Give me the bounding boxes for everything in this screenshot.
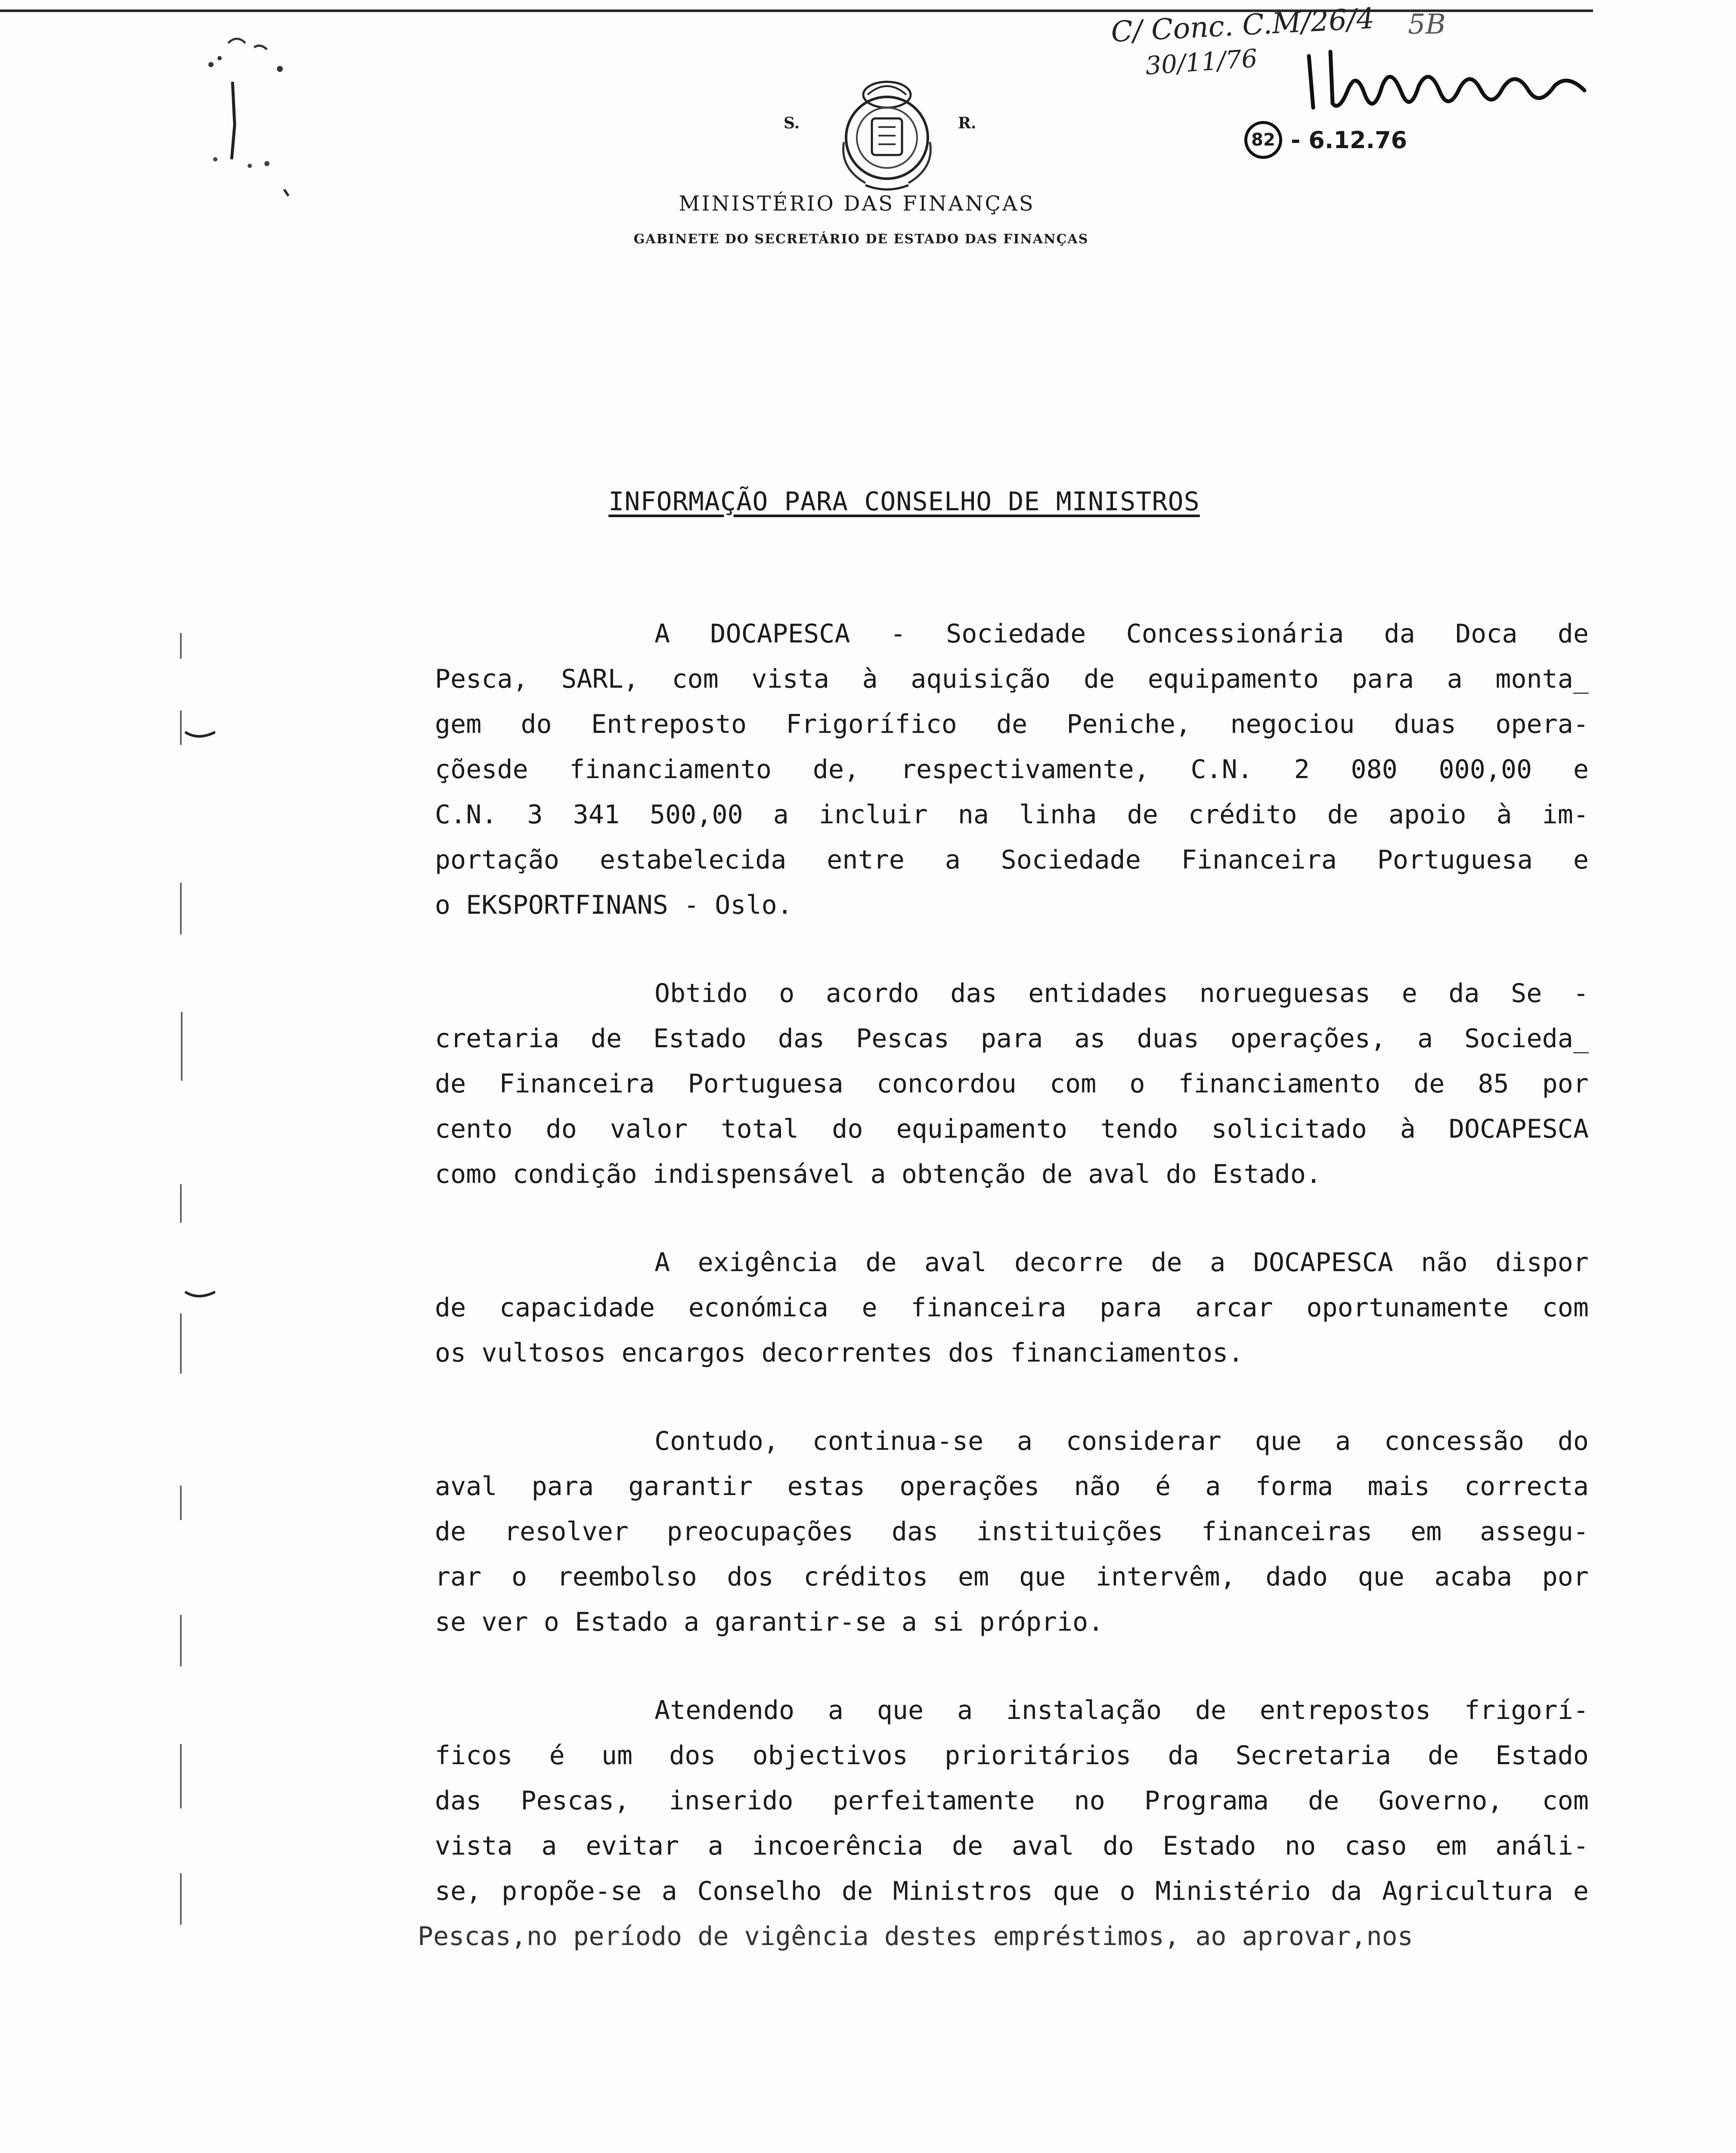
seal-right-letter: R. [958, 114, 976, 132]
text-line: Atendendo a que a instalação de entrepostos frigorí- [654, 1695, 1589, 1725]
document-body [418, 611, 1589, 2002]
text-line: como condição indispensável a obtenção de aval do Estado. [435, 1159, 1322, 1189]
handwritten-note-date: 30/11/76 [1144, 43, 1259, 81]
scan-left-margin-marks [164, 624, 215, 2088]
text-line: ficos é um dos objectivos prioritários da Secretaria de Estado [435, 1740, 1589, 1771]
office-subtitle: GABINETE DO SECRETÁRIO DE ESTADO DAS FINANÇAS [633, 232, 1089, 247]
text-line: o EKSPORTFINANS - Oslo. [435, 890, 793, 920]
stamp-number: 82 [1244, 121, 1282, 159]
scan-specks [181, 17, 310, 198]
text-line: C.N. 3 341 500,00 a incluir na linha de crédito de apoio à im- [435, 800, 1589, 830]
document-heading: INFORMAÇÃO PARA CONSELHO DE MINISTROS [608, 487, 1200, 517]
text-line: os vultosos encargos decorrentes dos financiamentos. [435, 1338, 1244, 1368]
text-line: gem do Entreposto Frigorífico de Peniche, negociou duas opera- [435, 709, 1589, 739]
paragraph-1 [435, 611, 1589, 928]
text-line: A exigência de aval decorre de a DOCAPESCA não dispor [654, 1247, 1589, 1278]
handwritten-ref-number: 5B [1408, 9, 1446, 40]
text-line: se, propõe-se a Conselho de Ministros que o Ministério da Agricultura e [435, 1876, 1589, 1906]
paragraph-5 [418, 1688, 1589, 1959]
registry-stamp [1244, 121, 1407, 159]
text-line: cretaria de Estado das Pescas para as duas operações, a Socieda_ [435, 1024, 1589, 1054]
paragraph-4 [435, 1419, 1589, 1645]
text-line: çõesde financiamento de, respectivamente, C.N. 2 080 000,00 e [435, 754, 1589, 785]
text-line: portação estabelecida entre a Sociedade Financeira Portuguesa e [435, 845, 1589, 875]
text-line: Obtido o acordo das entidades norueguesas e da Se - [654, 978, 1589, 1008]
stamp-date: - 6.12.76 [1291, 126, 1407, 154]
text-line: Pesca, SARL, com vista à aquisição de equipamento para a monta_ [435, 664, 1589, 694]
text-line: Contudo, continua-se a considerar que a concessão do [654, 1426, 1589, 1456]
seal-left-letter: S. [784, 114, 800, 132]
text-line: rar o reembolso dos créditos em que intervêm, dado que acaba por [435, 1562, 1589, 1592]
text-line: Pescas,no período de vigência destes empréstimos, ao aprovar,nos [418, 1921, 1413, 1951]
text-line: se ver o Estado a garantir-se a si próprio. [435, 1607, 1104, 1637]
text-line: de resolver preocupações das instituições financeiras em assegu- [435, 1517, 1589, 1547]
text-line: de capacidade económica e financeira para arcar oportunamente com [435, 1293, 1589, 1323]
text-line: aval para garantir estas operações não é a forma mais correcta [435, 1471, 1589, 1502]
paragraph-2 [435, 971, 1589, 1197]
paragraph-3 [435, 1240, 1589, 1376]
coat-of-arms-seal [827, 65, 947, 194]
ministry-title: MINISTÉRIO DAS FINANÇAS [679, 192, 1035, 216]
handwritten-signature [1300, 39, 1593, 121]
text-line: das Pescas, inserido perfeitamente no Programa de Governo, com [435, 1786, 1589, 1816]
text-line: A DOCAPESCA - Sociedade Concessionária da Doca de [654, 619, 1589, 649]
text-line: cento do valor total do equipamento tendo solicitado à DOCAPESCA [435, 1114, 1589, 1144]
text-line: vista a evitar a incoerência de aval do Estado no caso em análi- [435, 1831, 1589, 1861]
handwritten-note-line1: C/ Conc. C.M/26/4 [1110, 2, 1376, 49]
text-line: de Financeira Portuguesa concordou com o financiamento de 85 por [435, 1069, 1589, 1099]
